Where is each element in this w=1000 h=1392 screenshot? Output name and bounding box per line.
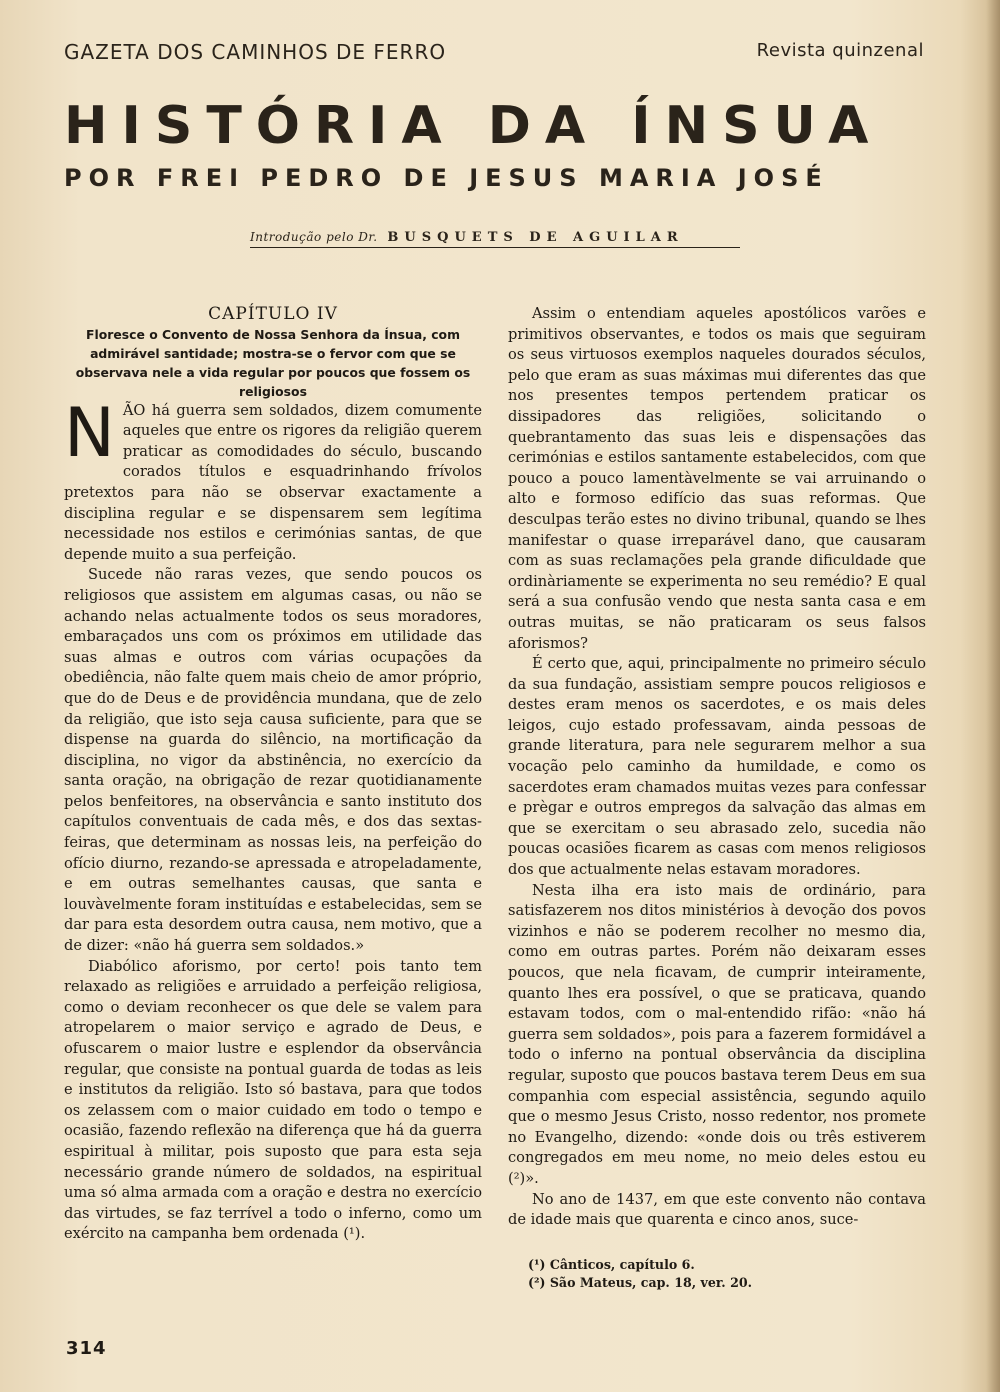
page-spine-shadow <box>986 0 1000 1392</box>
chapter-summary: Floresce o Convento de Nossa Senhora da Ínsua, com admirável santidade; mostra-se o fervor com que se observava nele a vida regular por poucos que fossem os religiosos <box>75 326 471 399</box>
paragraph-text: ÃO há guerra sem soldados, dizem comumente aqueles que entre os rigores da religião querem praticar as comodidades do século, buscando corados títulos e esquadrinhando frívolos pretextos para não se observar exactamente a disciplina regular e se dispensarem sem legítima necessidade nos estilos e cerimónias santas, de que depende muito a sua perfeição. <box>64 401 482 563</box>
drop-cap: N <box>64 393 115 473</box>
chapter-heading: CAPÍTULO IV <box>208 304 338 324</box>
footnote: (²) São Mateus, cap. 18, ver. 20. <box>528 1275 752 1290</box>
paragraph: É certo que, aqui, principalmente no primeiro século da sua fundação, assistiam sempre poucos religiosos e destes eram menos os sacerdotes, e os mais deles leigos, cujo estado professavam, ainda pessoas de grande literatura, para nele segurarem melhor a sua vocação pelo caminho da humildade, e como os sacerdotes eram chamados muitas vezes para confessar e prègar e outros empregos da salvação das almas em que se exercitam o seu abrasado zelo, sucedia não poucas ocasiões ficarem as casas com menos religiosos dos que actualmente nelas estavam moradores. <box>508 655 926 879</box>
paragraph: Nesta ilha era isto mais de ordinário, para satisfazerem nos ditos ministérios à devoção dos povos vizinhos e não se poderem recolher no mesmo dia, como em outras partes. Porém não deixaram esses poucos, que nela ficavam, de cumprir inteiramente, quanto lhes era possível, o que se praticava, quando estavam todos, com o mal-entendido rifão: «não há guerra sem soldados», pois para a fazerem formidável a todo o inferno na pontual observância da disciplina regular, suposto que poucos bastava terem Deus em sua companhia com especial assistência, segundo aquilo que o mesmo Jesus Cristo, nosso redentor, nos promete no Evangelho, dizendo: «onde dois ou três estiverem congregados em meu nome, no meio deles estou eu (²)». <box>508 881 926 1187</box>
footnote: (¹) Cânticos, capítulo 6. <box>528 1257 695 1272</box>
article-title: HISTÓRIA DA ÍNSUA <box>64 96 883 156</box>
intro-credit <box>250 230 740 248</box>
right-column <box>508 304 926 1231</box>
article-subtitle: POR FREI PEDRO DE JESUS MARIA JOSÉ <box>64 164 829 192</box>
paragraph: Sucede não raras vezes, que sendo poucos os religiosos que assistem em algumas casas, ou não se achando nelas actualmente todos os seus moradores, embaraçados uns com os próximos em utilidade das suas almas e outros com várias ocupações da obediência, não falte quem mais cheio de amor próprio, que do de Deus e de providência mundana, que de zelo da religião, que isto seja causa suficiente, para que se dispense na guarda do silêncio, na mortificação da disciplina, no vigor da abstinência, no exercício da santa oração, na obrigação de rezar quotidianamente pelos benfeitores, na observância e santo instituto dos capítulos conventuais de cada mês, e dos das sextas-feiras, que determinam as nossas leis, na perfeição do ofício diurno, rezando-se apressada e atropeladamente, e em outras semelhantes causas, que santa e louvàvelmente foram instituídas e estabelecidas, sem se dar para esta desordem outra causa, nem motivo, que a de dizer: «não há guerra sem soldados.» <box>64 566 482 955</box>
paragraph: Assim o entendiam aqueles apostólicos varões e primitivos observantes, e todos os mais que seguiram os seus virtuosos exemplos naqueles dourados séculos, pelo que eram as suas máximas mui diferentes das que nos presentes tempos pertendem praticar os dissipadores das religiões, solicitando o quebrantamento das suas leis e dispensações das cerimónias e estilos santamente estabelecidos, com que pouco a pouco lamentàvelmente se vai arruinando o alto e formoso edifício das suas reformas. Que desculpas terão estes no divino tribunal, quando se lhes manifestar o quase irreparável dano, que causaram com as suas reclamações pela grande dificuldade que ordinàriamente se experimenta no seu remédio? E qual será a sua confusão vendo que nesta santa casa e em outras muitas, se não praticaram os seus falsos aforismos? <box>508 305 926 652</box>
intro-author: BUSQUETS DE AGUILAR <box>387 230 684 245</box>
paragraph <box>64 393 482 566</box>
paragraph: No ano de 1437, em que este convento não contava de idade mais que quarenta e cinco anos, suce- <box>508 1190 926 1229</box>
left-column <box>64 304 482 1245</box>
intro-label: Introdução pelo Dr. <box>250 230 378 244</box>
publication-name: GAZETA DOS CAMINHOS DE FERRO <box>64 40 447 64</box>
periodicity-label: Revista quinzenal <box>756 40 924 61</box>
footnotes <box>528 1256 928 1292</box>
paragraph: Diabólico aforismo, por certo! pois tanto tem relaxado as religiões e arruidado a perfeição religiosa, como o deviam reconhecer os que dele se valem para atropelarem o maior serviço e agrado de Deus, e ofuscarem o maior lustre e esplendor da observância regular, que consiste na pontual guarda de todas as leis e institutos da religião. Isto só bastava, para que todos os zelassem com o maior cuidado em todo o tempo e ocasião, fazendo reflexão na diferença que há da guerra espiritual à militar, pois suposto que para esta seja necessário grande número de soldados, na espiritual uma só alma armada com a oração e destra no exercício das virtudes, se faz terrível a todo o inferno, como um exército na campanha bem ordenada (¹). <box>64 957 482 1243</box>
page-number: 314 <box>66 1338 107 1359</box>
